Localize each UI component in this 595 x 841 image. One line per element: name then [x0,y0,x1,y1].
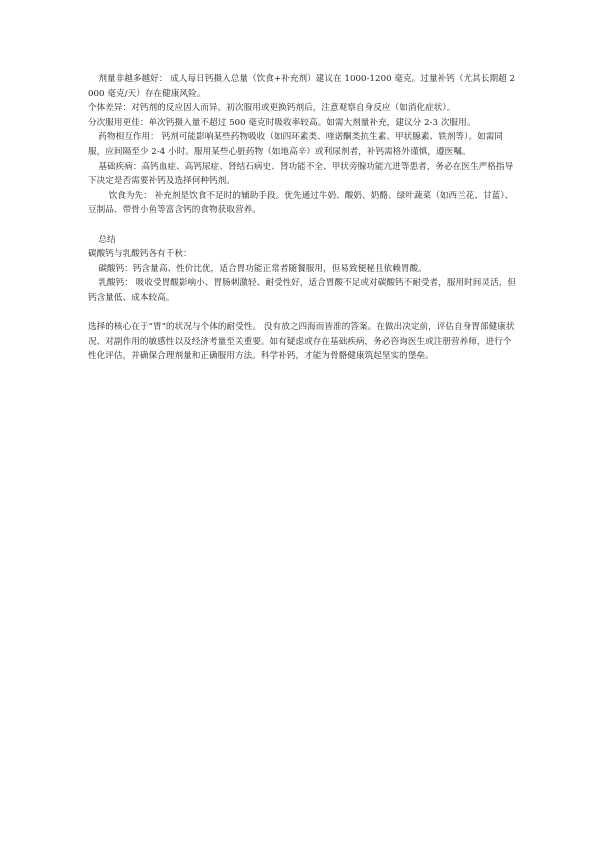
paragraph-disease: 基础疾病：高钙血症、高钙尿症、肾结石病史、肾功能不全、甲状旁腺功能亢进等患者，务必在医生严格指导下决定是否需要补钙及选择何种钙剂。 [88,161,514,187]
document-body [88,72,520,364]
conclusion-paragraph: 选择的核心在于“胃”的状况与个体的耐受性。 没有放之四海而皆准的答案。在做出决定前，评估自身胃部健康状况、对副作用的敏感性以及经济考量至关重要。如有疑虑或存在基础疾病，务必咨询医生或注册营养师，进行个性化评估，并确保合理剂量和正确服用方法。科学补钙，才能为骨骼健康筑起坚实的堡垒。 [88,322,515,362]
paragraph-interaction: 药物相互作用： 钙剂可能影响某些药物吸收（如四环素类、喹诺酮类抗生素、甲状腺素、铁剂等）。如需同服，应间隔至少 2-4 小时。服用某些心脏药物（如地高辛）或利尿剂者，补钙需格外谨慎，遵医嘱。 [88,132,504,157]
summary-lactate: 乳酸钙： 吸收受胃酸影响小、胃肠刺激轻、耐受性好，适合胃酸不足或对碳酸钙不耐受者，服用时间灵活，但钙含量低、成本较高。 [88,278,516,303]
summary-heading: 总结 [98,234,116,245]
paragraph-individual: 个体差异：对钙剂的反应因人而异。初次服用或更换钙剂后，注意观察自身反应（如消化症状）。 [88,103,456,114]
summary-carbonate: 碳酸钙：钙含量高、性价比优，适合胃功能正常者随餐服用，但易致便秘且依赖胃酸。 [98,263,427,274]
paragraph-diet: 饮食为先： 补充剂是饮食不足时的辅助手段。优先通过牛奶、酸奶、奶酪、绿叶蔬菜（如西兰花、甘蓝）、豆制品、带骨小鱼等富含钙的食物获取营养。 [88,190,514,216]
paragraph-dose: 剂量非越多越好： 成人每日钙摄入总量（饮食+补充剂）建议在 1000-1200 毫克。过量补钙（尤其长期超 2000 毫克/天）存在健康风险。 [88,74,516,99]
summary-intro: 碳酸钙与乳酸钙各有千秋： [88,249,192,260]
paragraph-split: 分次服用更佳：单次钙摄入量不超过 500 毫克时吸收率较高。如需大剂量补充，建议分 2-3 次服用。 [88,117,476,128]
